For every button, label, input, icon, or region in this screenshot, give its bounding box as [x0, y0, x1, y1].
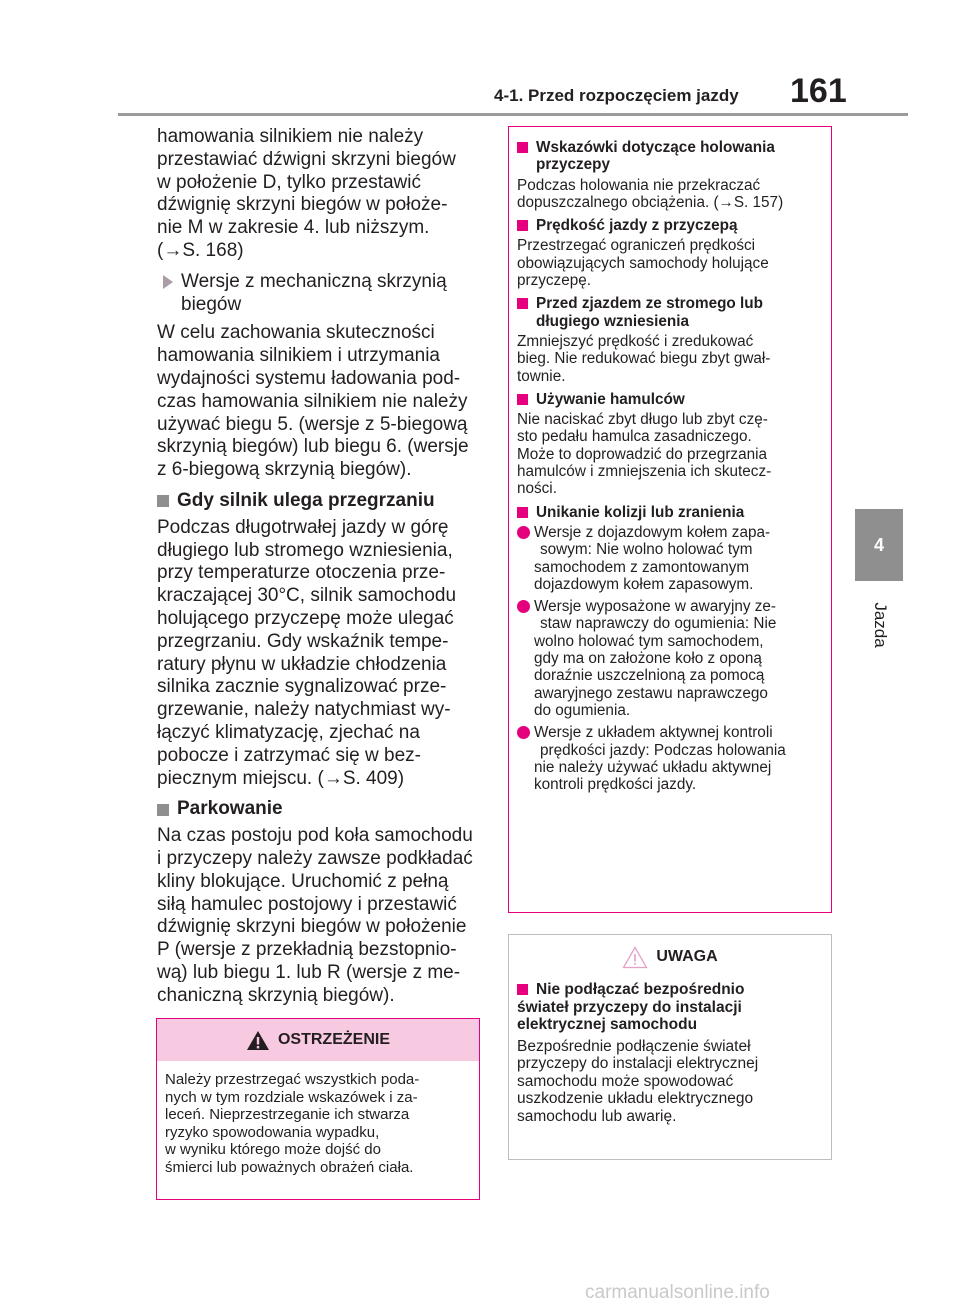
- page-reference-link[interactable]: (→S. 168): [157, 239, 244, 261]
- warning-box: [156, 1018, 480, 1200]
- chapter-number: 4: [873, 534, 884, 555]
- header-rule: [118, 113, 908, 116]
- tips-box: [508, 126, 832, 913]
- circle-bullet-icon: [517, 726, 530, 739]
- triangle-bullet-icon: [163, 275, 173, 289]
- tip-heading: Używanie hamulców: [517, 391, 823, 408]
- chapter-label: Jazda: [871, 602, 890, 648]
- square-bullet-icon: [517, 142, 528, 153]
- paragraph: W celu zachowania skuteczności hamowania silnikiem i utrzymania wydajności systemu ładowania pod- czas hamowania silnikiem nie należy używać biegu 5. (wersje z 5-biegową skrzynią biegów) lub biegu 6. (wersje z 6-biegową skrzynią biegów).: [157, 322, 469, 481]
- square-bullet-icon: [157, 804, 169, 816]
- circle-bullet-icon: [517, 526, 530, 539]
- caution-box: [508, 934, 832, 1160]
- tip-bullet: Wersje z układem aktywnej kontroli prędkości jazdy: Podczas holowania nie należy używać układu aktywnej kontroli prędkości jazdy.: [517, 724, 823, 793]
- chapter-tab[interactable]: [855, 509, 903, 581]
- circle-bullet-icon: [517, 600, 530, 613]
- page-reference-link[interactable]: dopuszczalnego obciążenia. (→S. 157): [517, 193, 784, 211]
- paragraph: Podczas długotrwałej jazdy w górę długiego lub stromego wzniesienia, przy temperaturze otoczenia prze- kraczającej 30°C, silnik samochodu holującego przyczepę może ulegać przegrzaniu. Gdy wskaźnik tempe- ratury płynu w układzie chłodzenia silnika zacznie sygnalizować prze- grzewanie, należy natychmiast wy- łączyć klimatyzację, zjechać na pobocze i zatrzymać się w bez- piecznym miejscu. (→S. 409): [157, 516, 457, 789]
- square-bullet-icon: [157, 495, 169, 507]
- square-bullet-icon: [517, 984, 528, 995]
- warning-title: OSTRZEŻENIE: [277, 1031, 390, 1048]
- tip-paragraph: Nie naciskać zbyt długo lub zbyt czę- sto pedału hamulca zasadniczego. Może to doprowadzić do przegrzania hamulców i zmniejszenia ich skutecz- ności.: [517, 411, 772, 498]
- paragraph: hamowania silnikiem nie należy przestawiać dźwigni skrzyni biegów w położenie D, tylko przestawić dźwignię skrzyni biegów w położe- nie M w zakresie 4. lub niższym. (→S. 168): [157, 126, 456, 261]
- paragraph: Na czas postoju pod koła samochodu i przyczepy należy zawsze podkładać kliny blokujące. Uruchomić z pełną siłą hamulec postojowy i przestawić dźwignię skrzyni biegów w położenie P (wersje z przekładnią bezstopnio- wą) lub biegu 1. lub R (wersje z me- chaniczną skrzynią biegów).: [157, 825, 473, 1006]
- caution-paragraph: Bezpośrednie podłączenie świateł przyczepy do instalacji elektrycznej samochodu może spowodować uszkodzenie układu elektrycznego samochodu lub awarię.: [517, 1037, 759, 1125]
- left-column: [157, 126, 482, 1013]
- sub-bullet: Wersje z mechaniczną skrzynią biegów: [157, 271, 482, 317]
- tip-paragraph: Podczas holowania nie przekraczać dopuszczalnego obciążenia. (→S. 157): [517, 176, 784, 211]
- tip-heading: Unikanie kolizji lub zranienia: [517, 504, 823, 521]
- tip-heading: Wskazówki dotyczące holowania przyczepy: [517, 139, 823, 174]
- square-bullet-icon: [517, 394, 528, 405]
- caution-header: [509, 935, 831, 979]
- caution-title: UWAGA: [656, 948, 718, 965]
- page-reference-link[interactable]: piecznym miejscu. (→S. 409): [157, 767, 405, 789]
- caution-triangle-icon: [622, 946, 648, 969]
- tip-heading: Przed zjazdem ze stromego lub długiego wzniesienia: [517, 295, 823, 330]
- tip-bullet: Wersje z dojazdowym kołem zapa- sowym: Nie wolno holować tym samochodem z zamontowanym dojazdowym kołem zapasowym.: [517, 524, 823, 593]
- tip-paragraph: Zmniejszyć prędkość i zredukować bieg. Nie redukować biegu zbyt gwał- townie.: [517, 332, 771, 385]
- watermark: carmanualsonline.info: [585, 1282, 770, 1303]
- tip-bullet: Wersje wyposażone w awaryjny ze- staw naprawczy do ogumienia: Nie wolno holować tym samochodem, gdy ma on założone koło z oponą doraźnie uszczelnioną za pomocą awaryjnego zestawu naprawczego do ogumienia.: [517, 598, 823, 719]
- warning-header: [157, 1019, 479, 1061]
- tip-heading: Prędkość jazdy z przyczepą: [517, 217, 823, 234]
- header-section-title: 4-1. Przed rozpoczęciem jazdy: [494, 86, 739, 105]
- square-bullet-icon: [517, 507, 528, 518]
- caution-heading: Nie podłączać bezpośrednio świateł przyczepy do instalacji elektrycznej samochodu: [517, 981, 745, 1033]
- page-number: 161: [790, 72, 847, 110]
- section-heading: Gdy silnik ulega przegrzaniu: [157, 490, 482, 513]
- warning-text: Należy przestrzegać wszystkich poda- nych w tym rozdziale wskazówek i za- leceń. Nieprzestrzeganie ich stwarza ryzyko spowodowania wypadku, w wyniku którego może dojść do śmierci lub poważnych obrażeń ciała.: [165, 1071, 420, 1176]
- section-heading: Parkowanie: [157, 798, 482, 821]
- square-bullet-icon: [517, 220, 528, 231]
- warning-triangle-icon: [246, 1030, 270, 1051]
- tip-paragraph: Przestrzegać ograniczeń prędkości obowiązujących samochody holujące przyczepę.: [517, 237, 769, 290]
- square-bullet-icon: [517, 298, 528, 309]
